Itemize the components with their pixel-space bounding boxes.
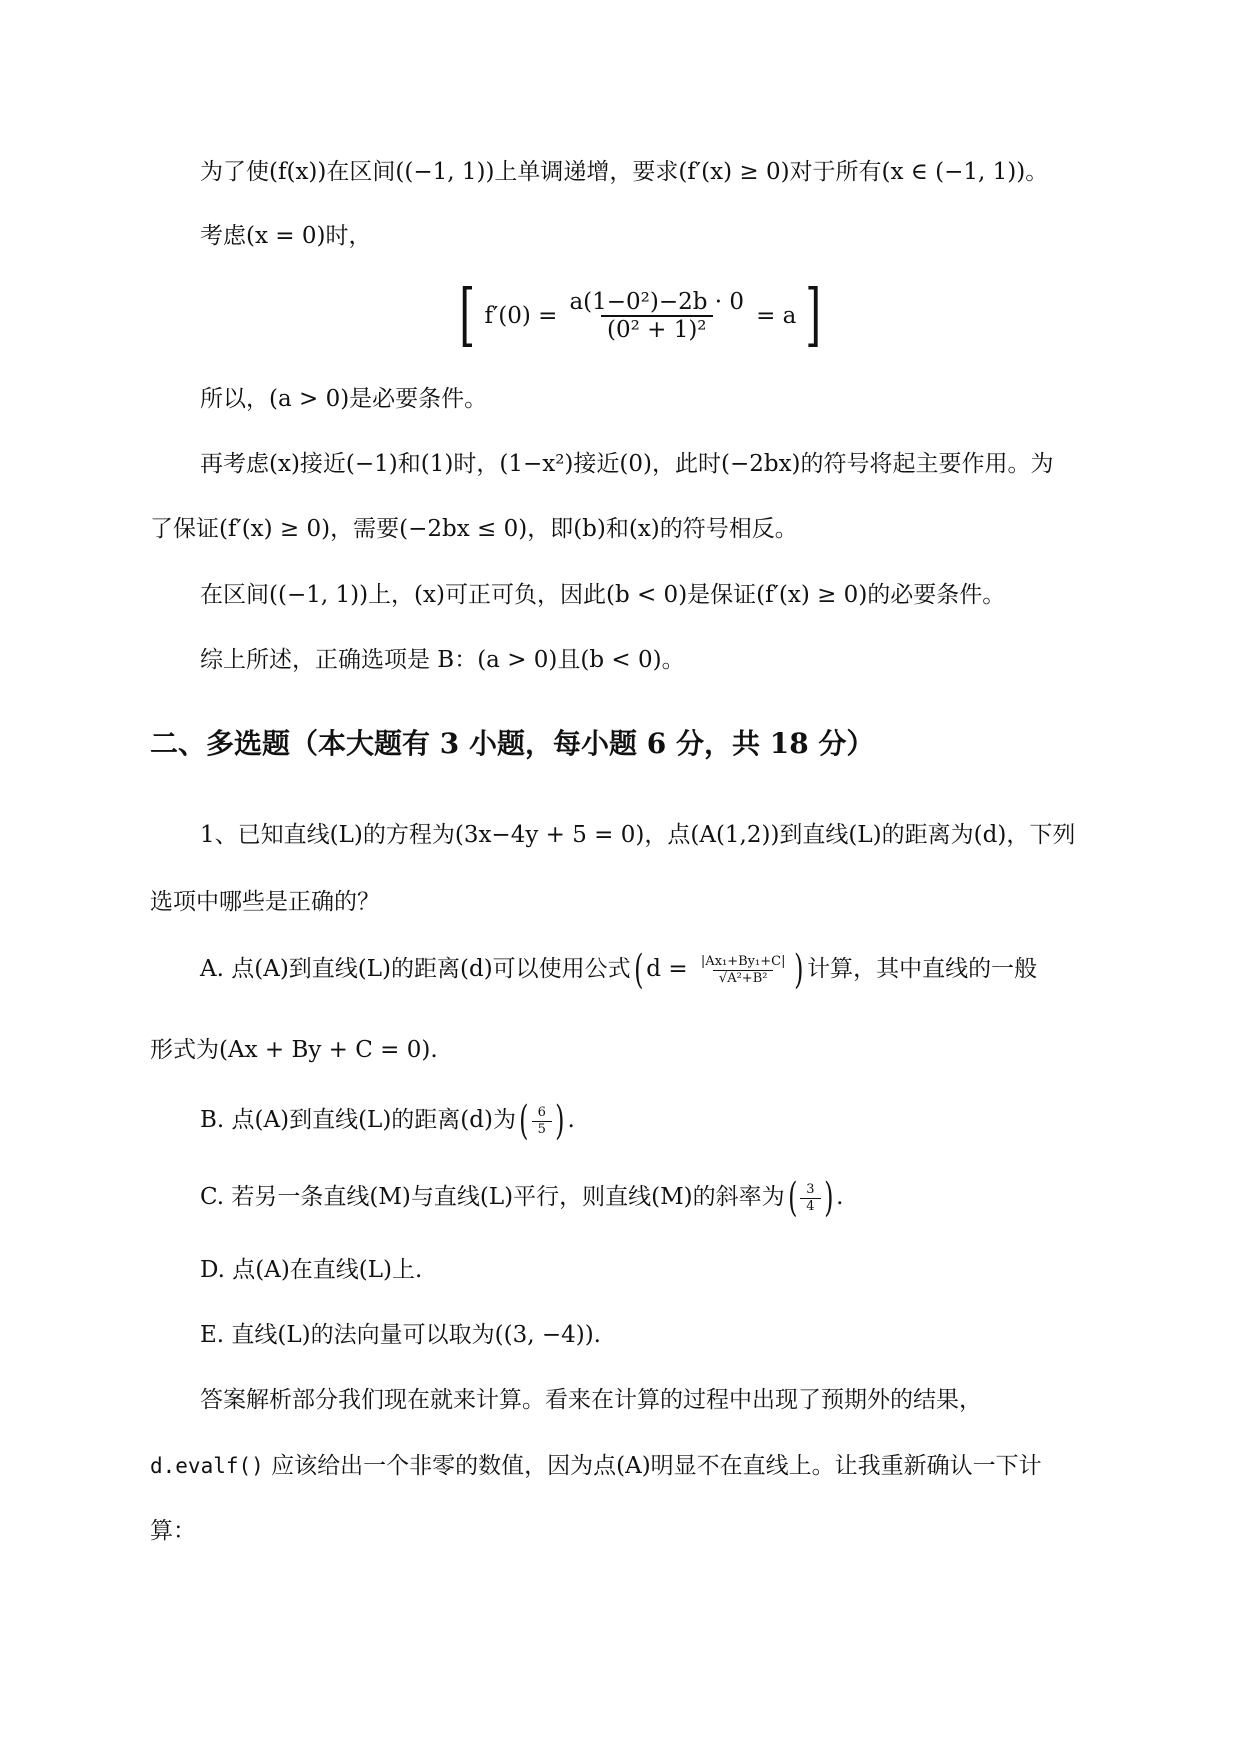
formula-d: d = — [646, 956, 688, 982]
option-a-continued: 形式为(Ax + By + C = 0). — [150, 1037, 438, 1063]
distance-formula-fraction — [695, 954, 792, 987]
equation-block — [450, 276, 831, 355]
answer-line: 答案解析部分我们现在就来计算。看来在计算的过程中出现了预期外的结果， — [200, 1387, 982, 1413]
left-bracket: [ — [459, 276, 476, 355]
right-paren: ) — [794, 947, 804, 993]
paragraph-line: 再考虑(x)接近(−1)和(1)时，(1−x²)接近(0)，此时(−2bx)的符号将起主要作用。为 — [200, 451, 1054, 477]
right-paren: ) — [554, 1098, 565, 1144]
answer-line — [150, 1449, 1042, 1483]
option-a-text-tail: 计算，其中直线的一般 — [807, 956, 1038, 982]
formula-numerator: |Ax₁+By₁+C| — [700, 953, 786, 969]
paragraph-line: 了保证(f′(x) ≥ 0)，需要(−2bx ≤ 0)，即(b)和(x)的符号相反。 — [150, 516, 798, 542]
left-paren: ( — [633, 947, 644, 993]
section-heading: 二、多选题（本大题有 3 小题，每小题 6 分，共 18 分） — [150, 727, 875, 760]
left-paren: ( — [787, 1175, 798, 1221]
right-paren: ) — [823, 1175, 834, 1221]
option-a — [200, 947, 1038, 993]
paragraph-line: 为了使(f(x))在区间((−1, 1))上单调递增，要求(f′(x) ≥ 0)对于所有(x ∈ (−1, 1))。 — [200, 159, 1049, 185]
answer-text: 应该给出一个非零的数值，因为点(A)明显不在直线上。让我重新确认一下计 — [263, 1453, 1042, 1479]
answer-line: 算： — [150, 1518, 196, 1544]
option-d: D. 点(A)在直线(L)上. — [200, 1257, 423, 1283]
paragraph-line: 所以，(a > 0)是必要条件。 — [200, 386, 488, 412]
eq-denominator: (0² + 1)² — [601, 315, 713, 343]
option-a-text: A. 点(A)到直线(L)的距离(d)可以使用公式 — [200, 956, 631, 982]
paragraph-line: 在区间((−1, 1))上，(x)可正可负，因此(b < 0)是保证(f′(x) ≥ 0)的必要条件。 — [200, 582, 1006, 608]
question-line: 选项中哪些是正确的？ — [150, 889, 380, 915]
option-b-fraction — [532, 1105, 552, 1138]
option-b-numerator: 6 — [537, 1104, 546, 1120]
option-c-fraction — [800, 1182, 820, 1215]
left-paren: ( — [519, 1098, 529, 1144]
code-snippet: d.evalf() — [150, 1454, 264, 1478]
option-c-numerator: 3 — [806, 1181, 815, 1197]
eq-numerator: a(1−0²)−2b · 0 — [569, 289, 745, 315]
right-bracket: ] — [805, 276, 822, 355]
option-c-text: C. 若另一条直线(M)与直线(L)平行，则直线(M)的斜率为 — [200, 1184, 785, 1210]
eq-fraction — [563, 289, 750, 343]
option-c-denominator: 4 — [800, 1198, 820, 1215]
option-b-denominator: 5 — [532, 1121, 552, 1138]
question-line: 1、已知直线(L)的方程为(3x−4y + 5 = 0)，点(A(1,2))到直线(L)的距离为(d)，下列 — [200, 822, 1076, 848]
paragraph-line: 综上所述，正确选项是 B：(a > 0)且(b < 0)。 — [200, 647, 685, 673]
option-e: E. 直线(L)的法向量可以取为((3, −4)). — [200, 1322, 601, 1348]
eq-rhs: = a — [756, 303, 797, 329]
paragraph-line: 考虑(x = 0)时， — [200, 223, 372, 249]
eq-lhs: f′(0) = — [484, 303, 558, 329]
option-b-text: B. 点(A)到直线(L)的距离(d)为 — [200, 1107, 516, 1133]
option-b: B. 点(A)到直线(L)的距离(d)为( $\frac{6}{5}$ ) . — [200, 1098, 575, 1144]
formula-denominator: √A²+B² — [713, 970, 774, 987]
option-c: C. 若另一条直线(M)与直线(L)平行，则直线(M)的斜率为( $\frac{3}{4}$ ) . — [200, 1175, 844, 1221]
